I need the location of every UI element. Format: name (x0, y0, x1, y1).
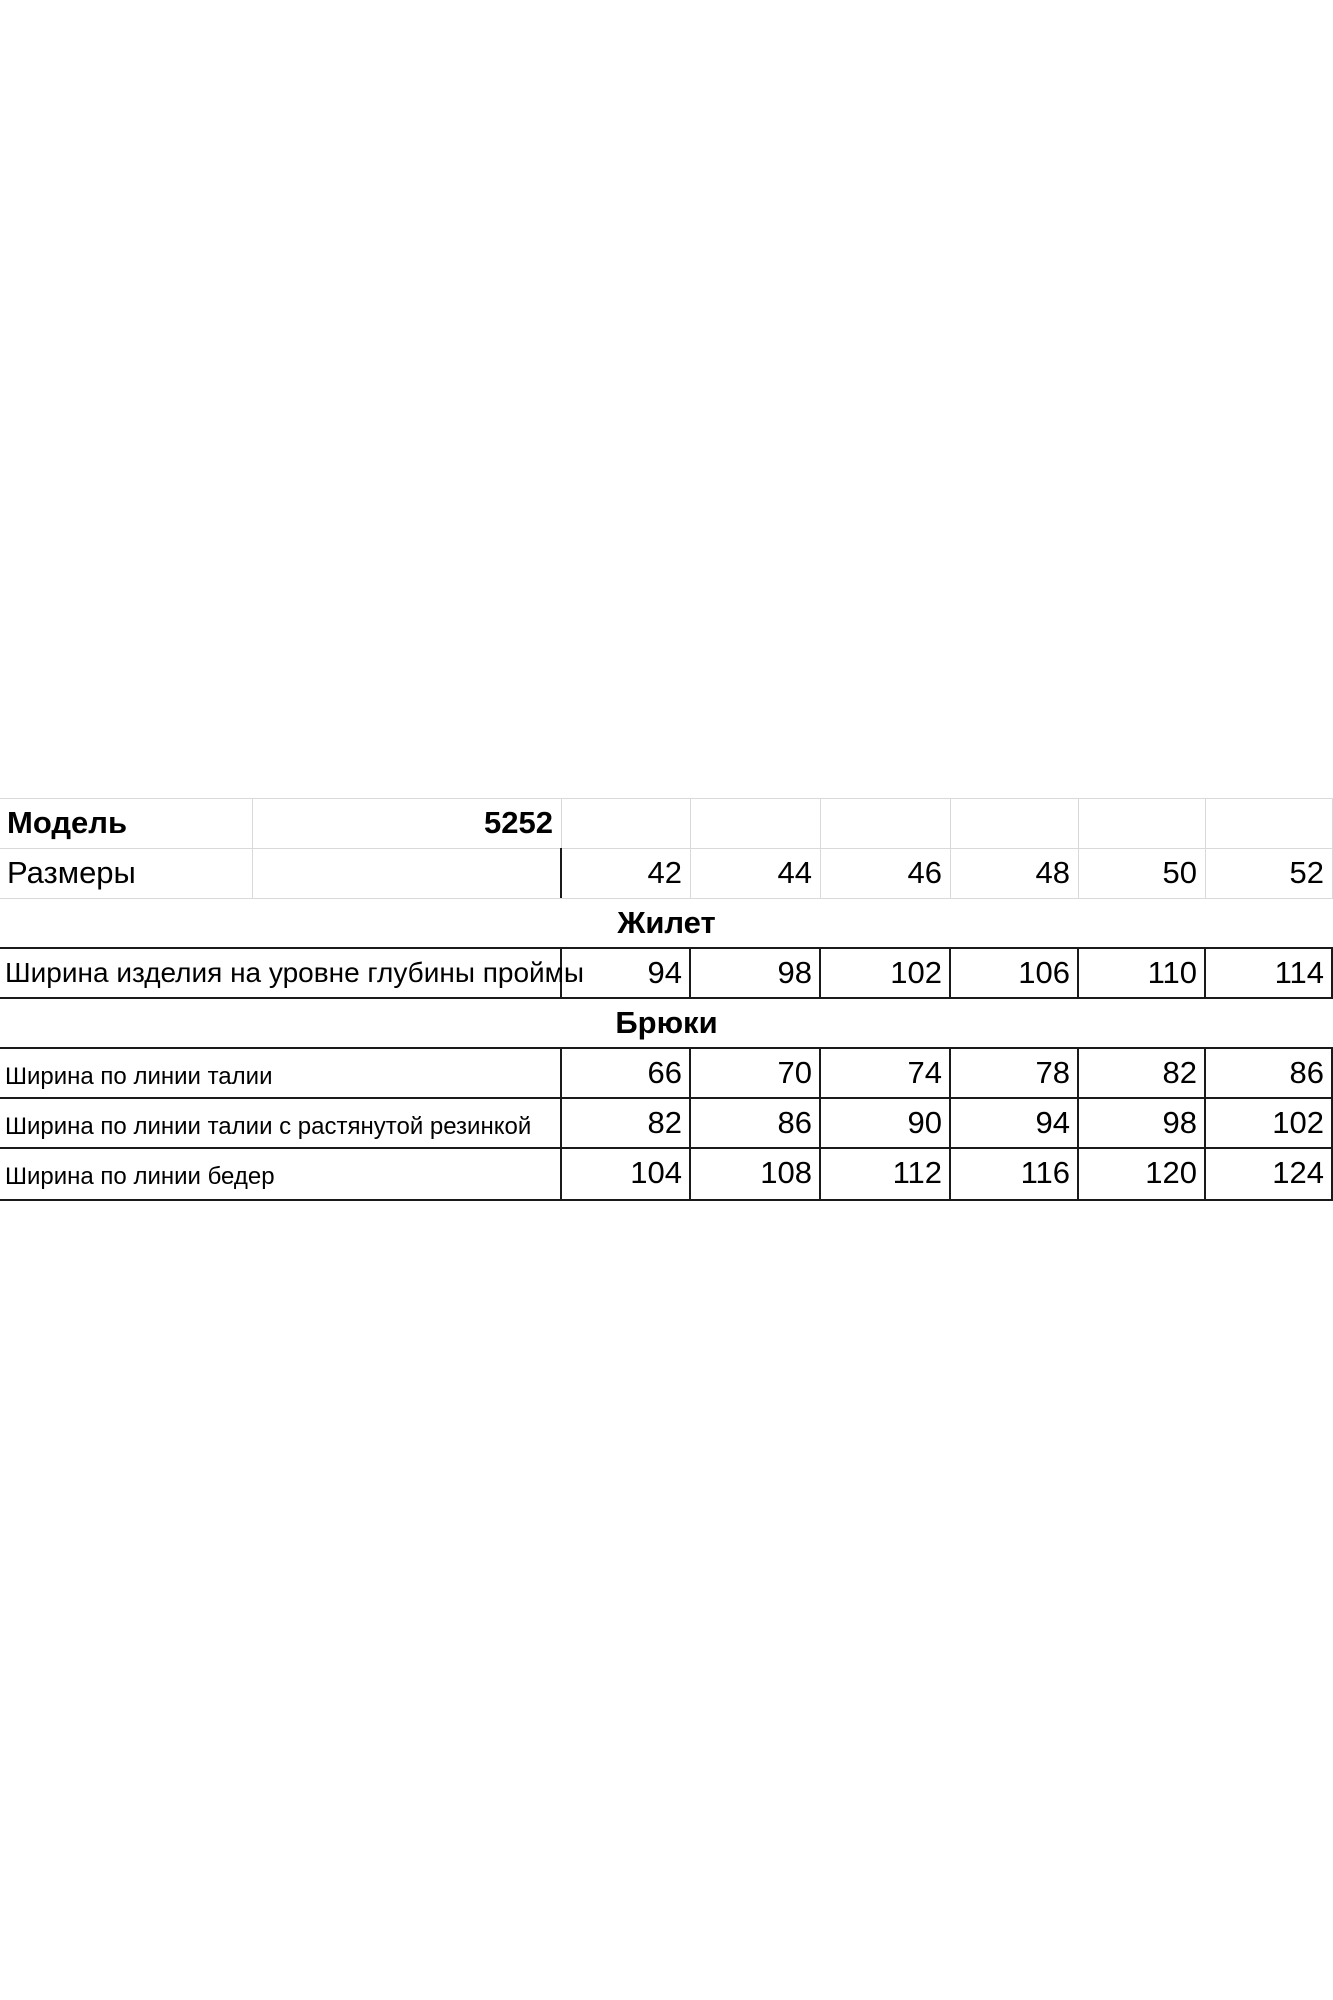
value-cell: 112 (892, 1155, 942, 1190)
size-header: 44 (777, 855, 812, 890)
value-cell: 74 (907, 1055, 942, 1090)
value-cell: 98 (1162, 1105, 1197, 1140)
gridline (561, 798, 562, 848)
size-header: 46 (907, 855, 942, 890)
value-cell: 104 (630, 1155, 682, 1190)
row-label: Ширина по линии талии с растянутой резинкой (5, 1113, 532, 1140)
value-cell: 94 (647, 955, 682, 990)
value-cell: 66 (647, 1055, 682, 1090)
value-cell: 86 (1289, 1055, 1324, 1090)
row-label: Ширина по линии талии (5, 1063, 273, 1090)
value-cell: 90 (907, 1105, 942, 1140)
size-header: 48 (1035, 855, 1070, 890)
sizes-label: Размеры (7, 855, 136, 890)
border (0, 1199, 1333, 1201)
value-cell: 106 (1018, 955, 1070, 990)
model-value: 5252 (484, 805, 553, 840)
value-cell: 82 (1162, 1055, 1197, 1090)
value-cell: 124 (1272, 1155, 1324, 1190)
value-cell: 102 (1272, 1105, 1324, 1140)
size-header: 50 (1162, 855, 1197, 890)
size-header: 52 (1289, 855, 1324, 890)
value-cell: 70 (777, 1055, 812, 1090)
model-label: Модель (7, 805, 128, 840)
size-header: 42 (647, 855, 682, 890)
value-cell: 78 (1035, 1055, 1070, 1090)
row-label: Ширина по линии бедер (5, 1163, 275, 1190)
section-title-vest: Жилет (617, 905, 716, 940)
value-cell: 108 (760, 1155, 812, 1190)
value-cell: 110 (1147, 955, 1197, 990)
gridline (0, 798, 1333, 799)
value-cell: 120 (1145, 1155, 1197, 1190)
size-table (0, 798, 1333, 1202)
value-cell: 82 (647, 1105, 682, 1140)
value-cell: 114 (1274, 955, 1324, 990)
row-label: Ширина изделия на уровне глубины проймы (5, 957, 585, 988)
value-cell: 86 (777, 1105, 812, 1140)
section-title-trousers: Брюки (615, 1005, 718, 1040)
value-cell: 94 (1035, 1105, 1070, 1140)
value-cell: 102 (890, 955, 942, 990)
value-cell: 98 (777, 955, 812, 990)
value-cell: 116 (1020, 1155, 1070, 1190)
